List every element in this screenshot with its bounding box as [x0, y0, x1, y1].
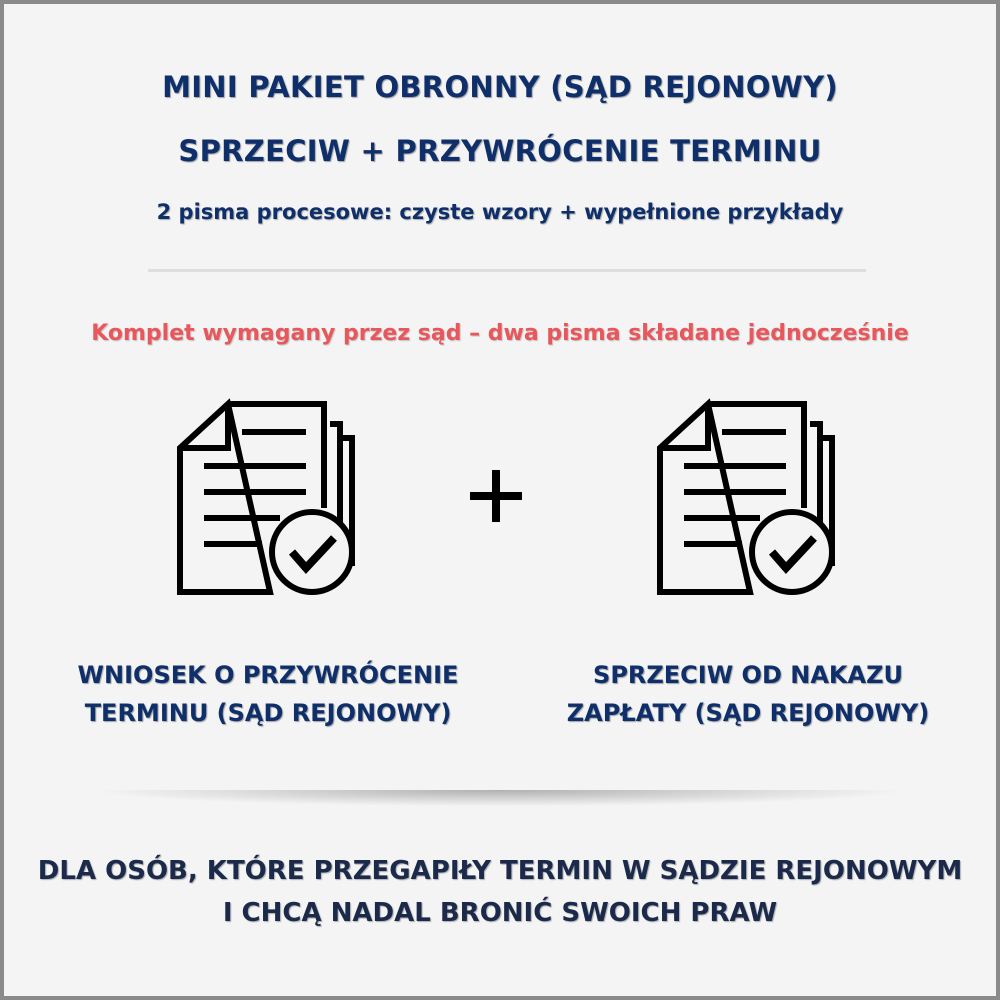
subtitle: 2 pisma procesowe: czyste wzory + wypełnione przykłady: [156, 200, 844, 224]
document-label-left: [48, 656, 488, 732]
document-label-right: [528, 656, 968, 732]
document-check-icon: [170, 396, 362, 602]
notice-text: Komplet wymagany przez sąd – dwa pisma składane jednocześnie: [91, 321, 909, 346]
divider: [148, 269, 866, 272]
document-label-right-line2: ZAPŁATY (SĄD REJONOWY): [566, 699, 930, 727]
shadow-divider: [100, 790, 900, 806]
plus-icon: [468, 468, 524, 524]
document-check-icon: [650, 396, 842, 602]
footer-line-2: I CHCĄ NADAL BRONIĆ SWOICH PRAW: [222, 898, 778, 928]
document-label-left-line1: WNIOSEK O PRZYWRÓCENIE: [77, 661, 459, 689]
document-label-left-line2: TERMINU (SĄD REJONOWY): [84, 699, 452, 727]
title-line-2: SPRZECIW + PRZYWRÓCENIE TERMINU: [178, 134, 822, 168]
footer-line-1: DLA OSÓB, KTÓRE PRZEGAPIŁY TERMIN W SĄDZIE REJONOWYM: [37, 856, 963, 886]
title-line-1: MINI PAKIET OBRONNY (SĄD REJONOWY): [162, 70, 838, 104]
document-label-right-line1: SPRZECIW OD NAKAZU: [593, 661, 903, 689]
footer-text: [0, 850, 1000, 934]
